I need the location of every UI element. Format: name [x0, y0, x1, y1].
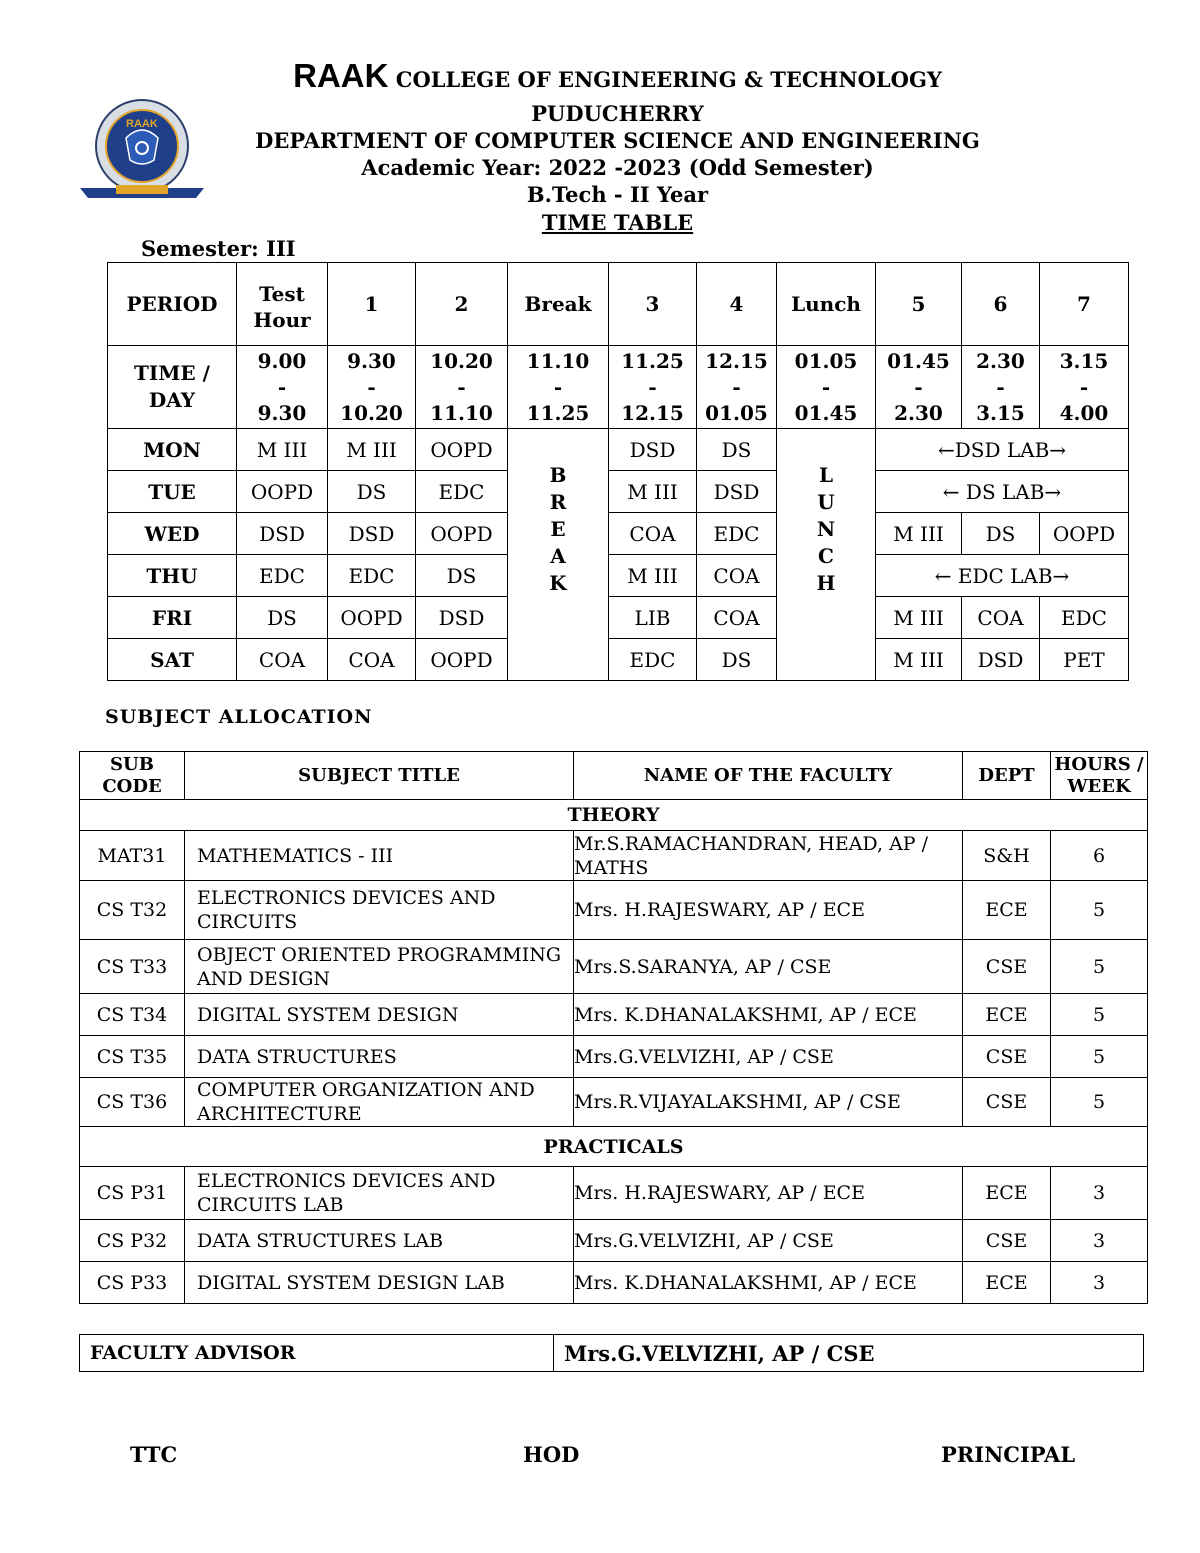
allocation-header-row: [80, 752, 1148, 800]
slot-cell: COA: [328, 639, 416, 681]
sub-code: CS P33: [80, 1262, 185, 1304]
subject-title: ELECTRONICS DEVICES AND CIRCUITS: [185, 881, 574, 940]
practicals-label: PRACTICALS: [80, 1127, 1148, 1167]
time-slot: 9.00 - 9.30: [237, 346, 328, 429]
subject-title: OBJECT ORIENTED PROGRAMMING AND DESIGN: [185, 940, 574, 994]
day-label: WED: [108, 513, 237, 555]
time-row: [108, 346, 1129, 429]
lunch-letter: U: [817, 490, 835, 514]
timetable: [107, 262, 1129, 681]
slot-cell: M III: [876, 513, 962, 555]
dept: CSE: [963, 940, 1051, 994]
day-row-fri: [108, 597, 1129, 639]
faculty-name: Mr.S.RAMACHANDRAN, HEAD, AP / MATHS: [574, 831, 963, 881]
sub-code: CS T32: [80, 881, 185, 940]
period-2-header: 2: [416, 263, 508, 346]
principal-signature: PRINCIPAL: [941, 1442, 1076, 1467]
subject-title: DIGITAL SYSTEM DESIGN LAB: [185, 1262, 574, 1304]
program: B.Tech - II Year: [526, 182, 709, 207]
slot-cell: EDC: [697, 513, 777, 555]
break-letter: K: [549, 571, 567, 595]
slot-cell: OOPD: [1040, 513, 1129, 555]
time-slot: 11.10 - 11.25: [508, 346, 609, 429]
slot-cell: COA: [697, 555, 777, 597]
practicals-section-row: [80, 1127, 1148, 1167]
theory-label: THEORY: [80, 800, 1148, 831]
department: DEPARTMENT OF COMPUTER SCIENCE AND ENGINEERING: [255, 128, 980, 153]
slot-cell: OOPD: [416, 513, 508, 555]
day-row-sat: [108, 639, 1129, 681]
table-row: [80, 881, 1148, 940]
subject-title: MATHEMATICS - III: [185, 831, 574, 881]
table-row: [80, 1078, 1148, 1127]
day-row-wed: [108, 513, 1129, 555]
lunch-letter: H: [816, 571, 836, 595]
city: PUDUCHERRY: [531, 101, 704, 126]
dept-header: DEPT: [963, 752, 1051, 800]
faculty-name: Mrs. K.DHANALAKSHMI, AP / ECE: [574, 994, 963, 1036]
slot-cell: DSD: [609, 429, 697, 471]
slot-cell: DSD: [328, 513, 416, 555]
period-header: PERIOD: [108, 263, 237, 346]
hours: 5: [1051, 881, 1148, 940]
slot-cell: EDC: [609, 639, 697, 681]
period-1-header: 1: [328, 263, 416, 346]
day-row-tue: [108, 471, 1129, 513]
faculty-advisor-name: Mrs.G.VELVIZHI, AP / CSE: [554, 1335, 1144, 1372]
time-slot: 2.30 - 3.15: [962, 346, 1040, 429]
dept: CSE: [963, 1036, 1051, 1078]
lunch-letter: L: [818, 463, 834, 487]
slot-cell: DS: [697, 429, 777, 471]
hours: 5: [1051, 1078, 1148, 1127]
subject-title: COMPUTER ORGANIZATION AND ARCHITECTURE: [185, 1078, 574, 1127]
slot-cell: EDC: [416, 471, 508, 513]
slot-cell: DSD: [237, 513, 328, 555]
day-label: SAT: [108, 639, 237, 681]
table-row: [80, 994, 1148, 1036]
dept: CSE: [963, 1220, 1051, 1262]
slot-cell: PET: [1040, 639, 1129, 681]
slot-cell: M III: [876, 597, 962, 639]
subject-title: DATA STRUCTURES LAB: [185, 1220, 574, 1262]
table-row: [80, 1036, 1148, 1078]
hours: 6: [1051, 831, 1148, 881]
lunch-column: [777, 429, 876, 681]
table-row: [80, 1262, 1148, 1304]
faculty-advisor-table: [79, 1334, 1144, 1372]
slot-cell: EDC: [1040, 597, 1129, 639]
time-day-header: TIME / DAY: [108, 346, 237, 429]
slot-cell: DS: [237, 597, 328, 639]
slot-cell: M III: [237, 429, 328, 471]
slot-cell: COA: [609, 513, 697, 555]
sub-code-header: SUB CODE: [80, 752, 185, 800]
day-label: MON: [108, 429, 237, 471]
break-letter: A: [550, 544, 566, 568]
hours: 3: [1051, 1167, 1148, 1220]
table-row: [80, 831, 1148, 881]
sub-code: CS T34: [80, 994, 185, 1036]
lunch-letter: C: [818, 544, 834, 568]
slot-cell: OOPD: [416, 429, 508, 471]
semester: Semester: III: [141, 236, 296, 261]
time-slot: 9.30 - 10.20: [328, 346, 416, 429]
subject-title: DATA STRUCTURES: [185, 1036, 574, 1078]
sub-code: CS T33: [80, 940, 185, 994]
academic-year: Academic Year: 2022 -2023 (Odd Semester): [361, 155, 874, 180]
period-3-header: 3: [609, 263, 697, 346]
table-row: [80, 940, 1148, 994]
hours: 5: [1051, 1036, 1148, 1078]
theory-section-row: [80, 800, 1148, 831]
faculty-name: Mrs.G.VELVIZHI, AP / CSE: [574, 1036, 963, 1078]
brand-name: RAAK: [293, 57, 389, 94]
faculty-name: Mrs.S.SARANYA, AP / CSE: [574, 940, 963, 994]
period-6-header: 6: [962, 263, 1040, 346]
sub-code: MAT31: [80, 831, 185, 881]
period-5-header: 5: [876, 263, 962, 346]
slot-cell: EDC: [237, 555, 328, 597]
ttc-signature: TTC: [130, 1442, 178, 1467]
break-letter: E: [550, 517, 566, 541]
test-hour-header: Test Hour: [237, 263, 328, 346]
logo-text: RAAK: [126, 118, 158, 130]
break-column: [508, 429, 609, 681]
slot-cell: M III: [609, 471, 697, 513]
dept: ECE: [963, 1167, 1051, 1220]
slot-cell: DS: [328, 471, 416, 513]
time-slot: 3.15 - 4.00: [1040, 346, 1129, 429]
period-7-header: 7: [1040, 263, 1129, 346]
table-row: [80, 1167, 1148, 1220]
slot-cell: DSD: [697, 471, 777, 513]
slot-cell: M III: [876, 639, 962, 681]
slot-cell: M III: [328, 429, 416, 471]
faculty-name: Mrs. K.DHANALAKSHMI, AP / ECE: [574, 1262, 963, 1304]
break-letter: R: [549, 490, 567, 514]
faculty-name: Mrs.G.VELVIZHI, AP / CSE: [574, 1220, 963, 1262]
time-slot: 01.45 - 2.30: [876, 346, 962, 429]
slot-cell: COA: [697, 597, 777, 639]
break-letter: B: [549, 463, 567, 487]
slot-cell: OOPD: [328, 597, 416, 639]
lab-cell: ←DSD LAB→: [876, 429, 1129, 471]
slot-cell: DS: [697, 639, 777, 681]
day-row-thu: [108, 555, 1129, 597]
slot-cell: COA: [237, 639, 328, 681]
slot-cell: LIB: [609, 597, 697, 639]
slot-cell: DS: [416, 555, 508, 597]
sub-code: CS P31: [80, 1167, 185, 1220]
lab-cell: ← EDC LAB→: [876, 555, 1129, 597]
table-row: [80, 1220, 1148, 1262]
hours: 5: [1051, 994, 1148, 1036]
day-label: TUE: [108, 471, 237, 513]
allocation-title: SUBJECT ALLOCATION: [105, 706, 373, 728]
subject-title: ELECTRONICS DEVICES AND CIRCUITS LAB: [185, 1167, 574, 1220]
slot-cell: M III: [609, 555, 697, 597]
dept: S&H: [963, 831, 1051, 881]
break-header: Break: [508, 263, 609, 346]
sub-code: CS P32: [80, 1220, 185, 1262]
time-slot: 11.25 - 12.15: [609, 346, 697, 429]
slot-cell: DS: [962, 513, 1040, 555]
dept: ECE: [963, 881, 1051, 940]
college-name: COLLEGE OF ENGINEERING & TECHNOLOGY: [395, 67, 942, 92]
faculty-name: Mrs. H.RAJESWARY, AP / ECE: [574, 881, 963, 940]
college-name-line: [0, 57, 1200, 94]
slot-cell: DSD: [962, 639, 1040, 681]
faculty-name: Mrs.R.VIJAYALAKSHMI, AP / CSE: [574, 1078, 963, 1127]
slot-cell: OOPD: [237, 471, 328, 513]
faculty-header: NAME OF THE FACULTY: [574, 752, 963, 800]
hours: 5: [1051, 940, 1148, 994]
lab-cell: ← DS LAB→: [876, 471, 1129, 513]
day-label: FRI: [108, 597, 237, 639]
hod-signature: HOD: [523, 1442, 580, 1467]
lunch-letter: N: [816, 517, 836, 541]
hours-header: HOURS / WEEK: [1051, 752, 1148, 800]
dept: CSE: [963, 1078, 1051, 1127]
time-slot: 10.20 - 11.10: [416, 346, 508, 429]
faculty-name: Mrs. H.RAJESWARY, AP / ECE: [574, 1167, 963, 1220]
day-row-mon: [108, 429, 1129, 471]
time-slot: 01.05 - 01.45: [777, 346, 876, 429]
period-4-header: 4: [697, 263, 777, 346]
hours: 3: [1051, 1262, 1148, 1304]
slot-cell: COA: [962, 597, 1040, 639]
slot-cell: OOPD: [416, 639, 508, 681]
faculty-advisor-label: FACULTY ADVISOR: [80, 1335, 554, 1372]
subject-title-header: SUBJECT TITLE: [185, 752, 574, 800]
sub-code: CS T36: [80, 1078, 185, 1127]
subject-title: DIGITAL SYSTEM DESIGN: [185, 994, 574, 1036]
period-row: [108, 263, 1129, 346]
dept: ECE: [963, 1262, 1051, 1304]
sub-code: CS T35: [80, 1036, 185, 1078]
hours: 3: [1051, 1220, 1148, 1262]
lunch-header: Lunch: [777, 263, 876, 346]
allocation-table: [79, 751, 1148, 1304]
day-label: THU: [108, 555, 237, 597]
slot-cell: DSD: [416, 597, 508, 639]
document-title: TIME TABLE: [541, 210, 694, 235]
dept: ECE: [963, 994, 1051, 1036]
slot-cell: EDC: [328, 555, 416, 597]
time-slot: 12.15 - 01.05: [697, 346, 777, 429]
